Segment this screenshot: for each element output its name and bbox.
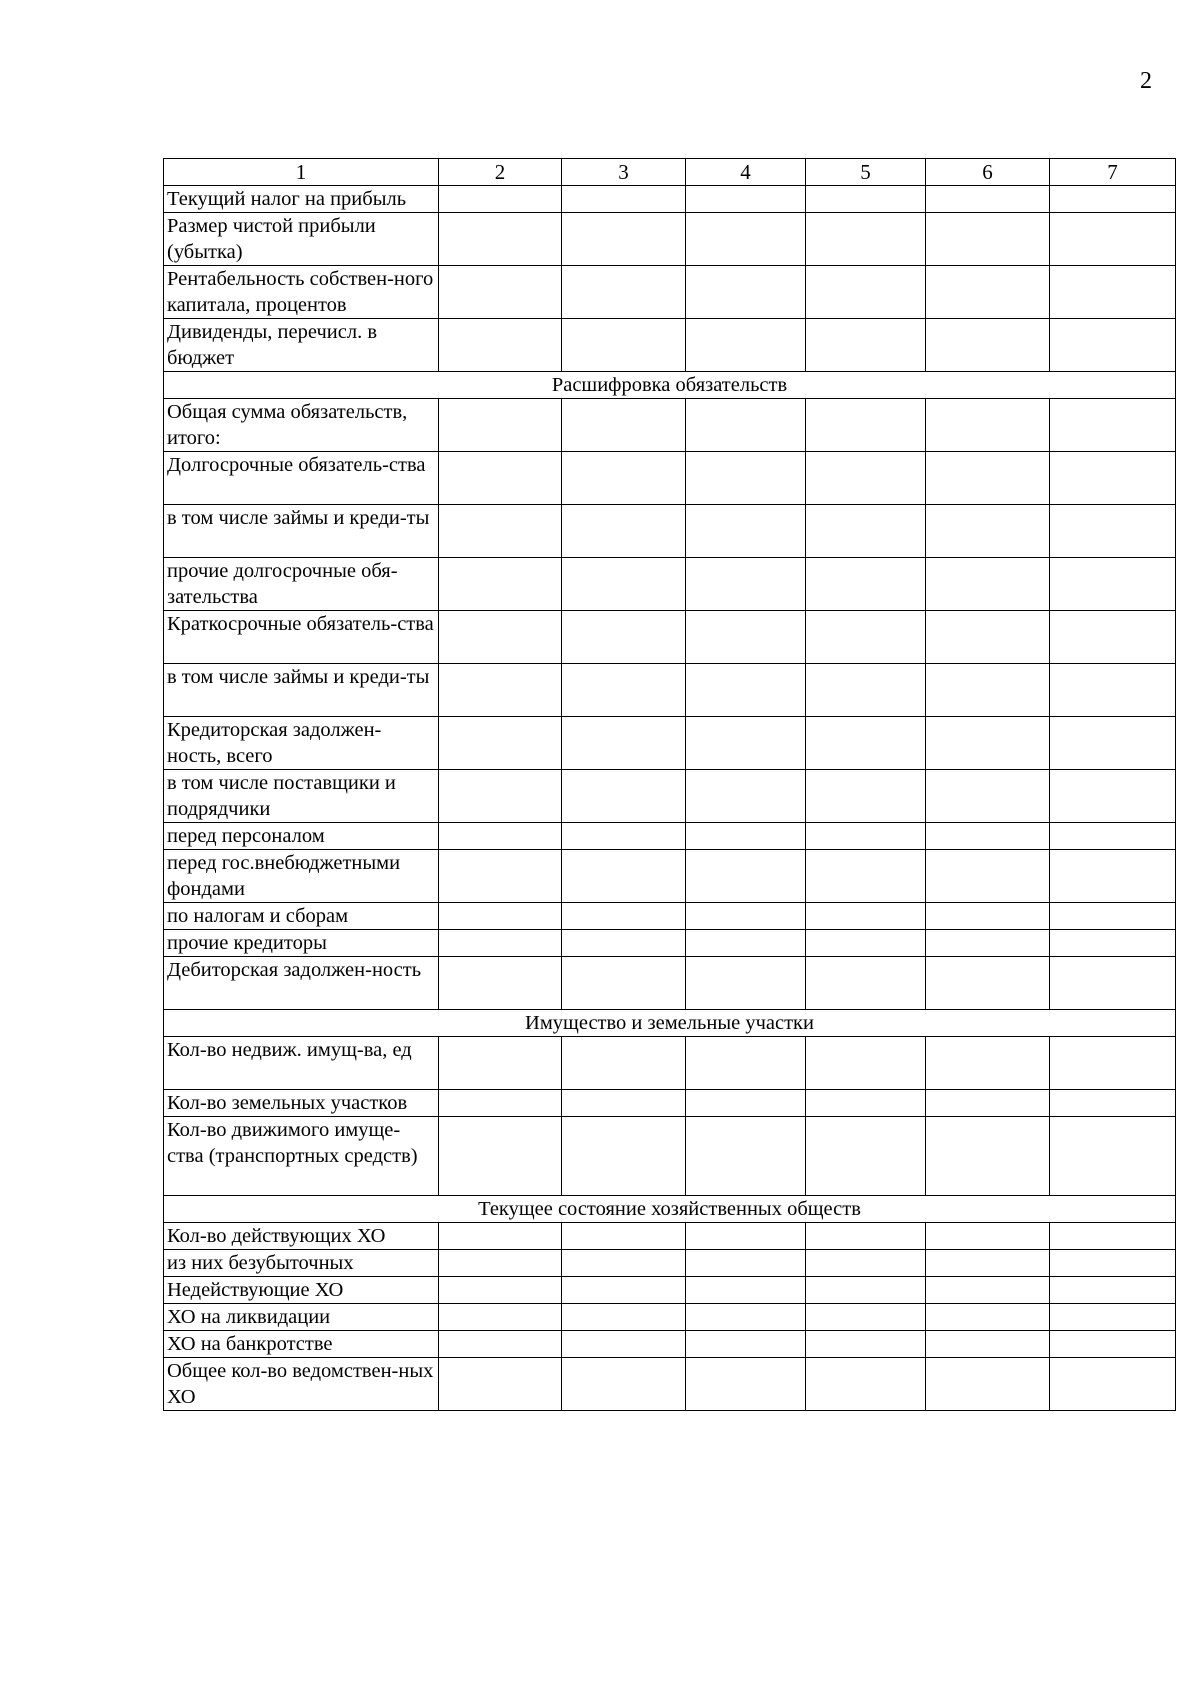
column-number-1: 1 (164, 159, 439, 186)
value-cell-col-4 (686, 717, 806, 770)
value-cell-col-6 (926, 186, 1050, 213)
row-label: Дивиденды, перечисл. в бюджет (164, 319, 439, 372)
row-label: Кол-во действующих ХО (164, 1223, 439, 1250)
row-label: прочие долгосрочные обя-зательства (164, 558, 439, 611)
value-cell-col-6 (926, 1037, 1050, 1090)
row-label: Кол-во недвиж. имущ-ва, ед (164, 1037, 439, 1090)
row-label: Краткосрочные обязатель-ства (164, 611, 439, 664)
table-row (164, 717, 1176, 770)
value-cell-col-7 (1050, 319, 1176, 372)
table-row (164, 1117, 1176, 1196)
row-label: Недействующие ХО (164, 1277, 439, 1304)
table-row (164, 1090, 1176, 1117)
value-cell-col-3 (562, 213, 686, 266)
value-cell-col-6 (926, 611, 1050, 664)
value-cell-col-6 (926, 957, 1050, 1010)
table-row (164, 770, 1176, 823)
value-cell-col-5 (806, 452, 926, 505)
value-cell-col-5 (806, 770, 926, 823)
value-cell-col-4 (686, 452, 806, 505)
table-row (164, 186, 1176, 213)
value-cell-col-7 (1050, 957, 1176, 1010)
value-cell-col-6 (926, 319, 1050, 372)
row-label: Размер чистой прибыли (убытка) (164, 213, 439, 266)
value-cell-col-4 (686, 1117, 806, 1196)
table-row (164, 611, 1176, 664)
value-cell-col-5 (806, 903, 926, 930)
value-cell-col-2 (439, 1331, 562, 1358)
value-cell-col-3 (562, 266, 686, 319)
value-cell-col-7 (1050, 505, 1176, 558)
value-cell-col-3 (562, 558, 686, 611)
value-cell-col-7 (1050, 186, 1176, 213)
row-label: Кол-во земельных участков (164, 1090, 439, 1117)
value-cell-col-5 (806, 505, 926, 558)
row-label: Кредиторская задолжен-ность, всего (164, 717, 439, 770)
value-cell-col-5 (806, 1117, 926, 1196)
value-cell-col-4 (686, 1223, 806, 1250)
table-row (164, 850, 1176, 903)
value-cell-col-2 (439, 717, 562, 770)
value-cell-col-7 (1050, 1277, 1176, 1304)
value-cell-col-2 (439, 558, 562, 611)
table-row (164, 399, 1176, 452)
value-cell-col-5 (806, 1304, 926, 1331)
table-row (164, 664, 1176, 717)
column-number-3: 3 (562, 159, 686, 186)
value-cell-col-6 (926, 823, 1050, 850)
value-cell-col-5 (806, 717, 926, 770)
value-cell-col-5 (806, 1223, 926, 1250)
value-cell-col-4 (686, 558, 806, 611)
value-cell-col-4 (686, 266, 806, 319)
value-cell-col-2 (439, 1250, 562, 1277)
value-cell-col-2 (439, 399, 562, 452)
row-label: ХО на ликвидации (164, 1304, 439, 1331)
value-cell-col-5 (806, 266, 926, 319)
value-cell-col-7 (1050, 1090, 1176, 1117)
table-row (164, 213, 1176, 266)
table-row (164, 823, 1176, 850)
value-cell-col-6 (926, 717, 1050, 770)
value-cell-col-4 (686, 1277, 806, 1304)
value-cell-col-6 (926, 399, 1050, 452)
value-cell-col-3 (562, 850, 686, 903)
value-cell-col-7 (1050, 664, 1176, 717)
row-label: в том числе займы и креди-ты (164, 505, 439, 558)
table-row (164, 1250, 1176, 1277)
value-cell-col-7 (1050, 1304, 1176, 1331)
value-cell-col-6 (926, 903, 1050, 930)
value-cell-col-3 (562, 1304, 686, 1331)
row-label: Кол-во движимого имуще-ства (транспортных средств) (164, 1117, 439, 1196)
column-number-7: 7 (1050, 159, 1176, 186)
value-cell-col-3 (562, 1090, 686, 1117)
value-cell-col-7 (1050, 717, 1176, 770)
table-row (164, 1358, 1176, 1411)
value-cell-col-3 (562, 452, 686, 505)
value-cell-col-2 (439, 505, 562, 558)
value-cell-col-3 (562, 1331, 686, 1358)
value-cell-col-5 (806, 850, 926, 903)
value-cell-col-7 (1050, 1037, 1176, 1090)
report-table (163, 158, 1176, 1411)
value-cell-col-4 (686, 1331, 806, 1358)
value-cell-col-3 (562, 770, 686, 823)
table-row (164, 1331, 1176, 1358)
value-cell-col-2 (439, 319, 562, 372)
section-title: Текущее состояние хозяйственных обществ (164, 1196, 1176, 1223)
page-number: 2 (1140, 68, 1152, 94)
value-cell-col-7 (1050, 611, 1176, 664)
value-cell-col-2 (439, 213, 562, 266)
value-cell-col-5 (806, 1277, 926, 1304)
value-cell-col-5 (806, 664, 926, 717)
row-label: из них безубыточных (164, 1250, 439, 1277)
row-label: Рентабельность собствен-ного капитала, процентов (164, 266, 439, 319)
value-cell-col-2 (439, 186, 562, 213)
column-number-6: 6 (926, 159, 1050, 186)
value-cell-col-3 (562, 823, 686, 850)
value-cell-col-2 (439, 823, 562, 850)
section-header-row (164, 372, 1176, 399)
value-cell-col-2 (439, 1358, 562, 1411)
value-cell-col-2 (439, 452, 562, 505)
value-cell-col-4 (686, 1358, 806, 1411)
value-cell-col-3 (562, 903, 686, 930)
value-cell-col-2 (439, 1037, 562, 1090)
value-cell-col-7 (1050, 1331, 1176, 1358)
value-cell-col-4 (686, 930, 806, 957)
value-cell-col-3 (562, 186, 686, 213)
value-cell-col-5 (806, 611, 926, 664)
value-cell-col-5 (806, 558, 926, 611)
table-row (164, 266, 1176, 319)
value-cell-col-2 (439, 1090, 562, 1117)
value-cell-col-3 (562, 717, 686, 770)
value-cell-col-6 (926, 452, 1050, 505)
table-row (164, 1304, 1176, 1331)
value-cell-col-6 (926, 266, 1050, 319)
value-cell-col-4 (686, 213, 806, 266)
value-cell-col-3 (562, 957, 686, 1010)
value-cell-col-7 (1050, 770, 1176, 823)
value-cell-col-7 (1050, 850, 1176, 903)
value-cell-col-6 (926, 1358, 1050, 1411)
value-cell-col-4 (686, 611, 806, 664)
value-cell-col-4 (686, 1250, 806, 1277)
value-cell-col-3 (562, 664, 686, 717)
value-cell-col-4 (686, 957, 806, 1010)
value-cell-col-6 (926, 505, 1050, 558)
value-cell-col-6 (926, 1304, 1050, 1331)
row-label: Дебиторская задолжен-ность (164, 957, 439, 1010)
value-cell-col-4 (686, 1090, 806, 1117)
section-header-row (164, 1010, 1176, 1037)
value-cell-col-2 (439, 266, 562, 319)
column-number-row (164, 159, 1176, 186)
row-label: в том числе поставщики и подрядчики (164, 770, 439, 823)
row-label: перед персоналом (164, 823, 439, 850)
value-cell-col-7 (1050, 1117, 1176, 1196)
value-cell-col-4 (686, 505, 806, 558)
row-label: Текущий налог на прибыль (164, 186, 439, 213)
value-cell-col-5 (806, 399, 926, 452)
section-header-row (164, 1196, 1176, 1223)
value-cell-col-2 (439, 1117, 562, 1196)
value-cell-col-3 (562, 1037, 686, 1090)
column-number-4: 4 (686, 159, 806, 186)
value-cell-col-5 (806, 1090, 926, 1117)
table-row (164, 1037, 1176, 1090)
row-label: Общая сумма обязательств, итого: (164, 399, 439, 452)
value-cell-col-3 (562, 1223, 686, 1250)
table-row (164, 957, 1176, 1010)
value-cell-col-4 (686, 850, 806, 903)
value-cell-col-5 (806, 1358, 926, 1411)
row-label: Долгосрочные обязатель-ства (164, 452, 439, 505)
value-cell-col-4 (686, 664, 806, 717)
value-cell-col-3 (562, 611, 686, 664)
value-cell-col-7 (1050, 823, 1176, 850)
value-cell-col-6 (926, 770, 1050, 823)
row-label: по налогам и сборам (164, 903, 439, 930)
value-cell-col-5 (806, 930, 926, 957)
value-cell-col-3 (562, 399, 686, 452)
value-cell-col-3 (562, 1358, 686, 1411)
value-cell-col-5 (806, 1037, 926, 1090)
value-cell-col-2 (439, 957, 562, 1010)
value-cell-col-6 (926, 1090, 1050, 1117)
value-cell-col-7 (1050, 452, 1176, 505)
table-row (164, 1277, 1176, 1304)
value-cell-col-6 (926, 1331, 1050, 1358)
value-cell-col-4 (686, 399, 806, 452)
table-row (164, 930, 1176, 957)
value-cell-col-6 (926, 1117, 1050, 1196)
value-cell-col-4 (686, 319, 806, 372)
value-cell-col-3 (562, 505, 686, 558)
value-cell-col-2 (439, 930, 562, 957)
table-row (164, 558, 1176, 611)
value-cell-col-2 (439, 1277, 562, 1304)
row-label: ХО на банкротстве (164, 1331, 439, 1358)
value-cell-col-3 (562, 930, 686, 957)
value-cell-col-2 (439, 1304, 562, 1331)
value-cell-col-2 (439, 770, 562, 823)
value-cell-col-7 (1050, 1223, 1176, 1250)
value-cell-col-3 (562, 1277, 686, 1304)
table-row (164, 903, 1176, 930)
value-cell-col-7 (1050, 1358, 1176, 1411)
column-number-5: 5 (806, 159, 926, 186)
value-cell-col-4 (686, 823, 806, 850)
row-label: в том числе займы и креди-ты (164, 664, 439, 717)
value-cell-col-3 (562, 1117, 686, 1196)
value-cell-col-4 (686, 770, 806, 823)
value-cell-col-2 (439, 611, 562, 664)
table-row (164, 505, 1176, 558)
value-cell-col-7 (1050, 930, 1176, 957)
value-cell-col-6 (926, 850, 1050, 903)
value-cell-col-6 (926, 558, 1050, 611)
value-cell-col-6 (926, 664, 1050, 717)
value-cell-col-7 (1050, 266, 1176, 319)
value-cell-col-2 (439, 903, 562, 930)
value-cell-col-6 (926, 930, 1050, 957)
value-cell-col-3 (562, 1250, 686, 1277)
value-cell-col-5 (806, 1250, 926, 1277)
value-cell-col-6 (926, 1223, 1050, 1250)
value-cell-col-2 (439, 664, 562, 717)
value-cell-col-3 (562, 319, 686, 372)
column-number-2: 2 (439, 159, 562, 186)
value-cell-col-4 (686, 1304, 806, 1331)
row-label: прочие кредиторы (164, 930, 439, 957)
value-cell-col-7 (1050, 1250, 1176, 1277)
value-cell-col-7 (1050, 558, 1176, 611)
value-cell-col-6 (926, 1250, 1050, 1277)
table-row (164, 452, 1176, 505)
value-cell-col-5 (806, 823, 926, 850)
value-cell-col-4 (686, 903, 806, 930)
row-label: Общее кол-во ведомствен-ных ХО (164, 1358, 439, 1411)
value-cell-col-7 (1050, 903, 1176, 930)
row-label: перед гос.внебюджетными фондами (164, 850, 439, 903)
value-cell-col-4 (686, 186, 806, 213)
value-cell-col-6 (926, 1277, 1050, 1304)
value-cell-col-5 (806, 213, 926, 266)
table-row (164, 319, 1176, 372)
section-title: Имущество и земельные участки (164, 1010, 1176, 1037)
section-title: Расшифровка обязательств (164, 372, 1176, 399)
value-cell-col-2 (439, 1223, 562, 1250)
value-cell-col-5 (806, 186, 926, 213)
value-cell-col-5 (806, 1331, 926, 1358)
value-cell-col-2 (439, 850, 562, 903)
value-cell-col-5 (806, 957, 926, 1010)
value-cell-col-5 (806, 319, 926, 372)
value-cell-col-6 (926, 213, 1050, 266)
table-row (164, 1223, 1176, 1250)
value-cell-col-7 (1050, 399, 1176, 452)
value-cell-col-4 (686, 1037, 806, 1090)
value-cell-col-7 (1050, 213, 1176, 266)
